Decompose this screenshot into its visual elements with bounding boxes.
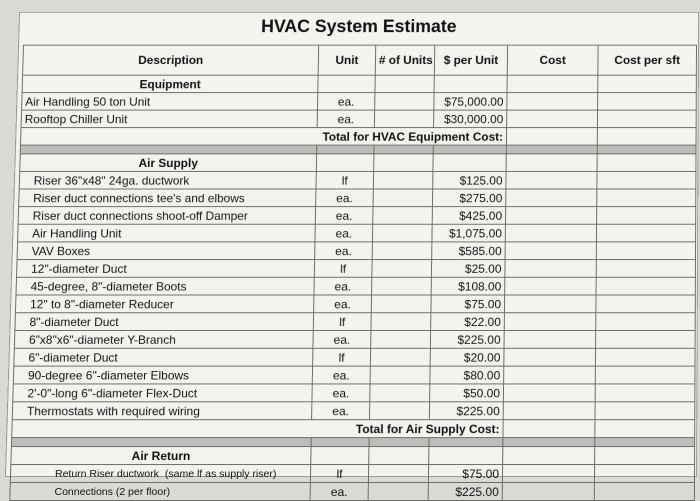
total-cost [503,420,595,438]
air-supply-row [14,348,695,366]
item-num-units [373,189,433,207]
separator-cell [311,438,369,447]
item-cost [506,189,597,207]
item-description [18,207,316,225]
separator-row [11,438,694,447]
item-unit: lf [316,171,374,189]
separator-row [20,145,696,154]
item-description [17,242,315,260]
item-description-text: Return Riser ductwork [54,467,160,480]
header-per-unit: $ per Unit [434,45,507,75]
item-unit: ea. [312,366,370,384]
air-supply-row [19,189,696,207]
air-supply-row [14,330,695,348]
item-cost [504,366,596,384]
item-unit: ea. [316,189,374,207]
air-return-row [10,465,694,483]
item-unit: ea. [315,242,373,260]
item-cost-per-sft [597,110,696,127]
item-unit: ea. [313,330,371,348]
air-return-row [10,482,695,500]
item-price: $75.00 [431,295,505,313]
item-cost-per-sft [596,330,696,348]
empty-cell [374,154,434,172]
item-cost [505,207,596,225]
item-unit: lf [313,313,371,331]
item-unit: ea. [314,295,372,313]
item-cost-per-sft [596,295,695,313]
item-cost-per-sft [596,260,695,278]
item-num-units [372,224,432,242]
item-unit: ea. [315,207,373,225]
estimate-table [9,45,697,501]
section-heading-air-supply: Air Supply [20,154,317,172]
total-air-supply-label: Total for Air Supply Cost: [12,420,504,438]
item-cost-per-sft [595,384,695,402]
air-supply-row [17,260,696,278]
item-cost-per-sft [596,277,695,295]
separator-cell [597,145,696,154]
item-price: $20.00 [430,348,504,366]
empty-cell [503,447,595,465]
item-description-text: Connections (2 per floor) [54,485,171,498]
item-cost [505,260,596,278]
separator-cell [595,438,695,447]
item-unit: ea. [314,277,372,295]
header-row [23,45,697,75]
item-cost [504,330,596,348]
item-cost [504,295,596,313]
item-num-units [372,260,432,278]
item-unit: lf [314,260,372,278]
item-num-units [374,110,433,127]
item-price: $25.00 [431,260,505,278]
header-cost: Cost [507,45,598,75]
item-cost-per-sft [596,313,696,331]
item-description-text: Riser duct connections shoot-off Damper [32,208,248,223]
item-note: (same lf as supply riser) [164,467,277,480]
empty-cell [595,447,695,465]
air-supply-row [15,295,695,313]
item-price: $108.00 [431,277,505,295]
total-row [12,420,695,438]
item-price: $22.00 [431,313,505,331]
air-supply-row [17,242,696,260]
item-price: $75,000.00 [434,93,507,110]
item-description-text: Air Handling Unit [32,226,122,240]
item-description [17,260,315,278]
item-num-units [371,295,431,313]
item-description [15,313,314,331]
separator-cell [20,145,317,154]
item-cost-per-sft [594,465,694,483]
item-description-text: Air Handling 50 ton Unit [25,94,151,109]
item-price: $125.00 [433,171,506,189]
empty-cell [369,447,429,465]
item-price: $30,000.00 [434,110,507,127]
section-heading-air-return: Air Return [11,447,311,465]
item-description [19,189,316,207]
item-num-units [368,482,428,500]
section-heading-row [20,154,696,172]
item-cost [503,402,595,420]
item-cost [502,465,594,483]
separator-cell [374,145,433,154]
item-description [14,348,313,366]
item-description-text: 12"-diameter Duct [30,261,127,276]
header-cost-per-sft: Cost per sft [598,45,697,75]
item-cost-per-sft [598,93,697,110]
item-unit: lf [310,465,368,483]
item-description-text: 2'-0"-long 6"-diameter Flex-Duct [27,385,198,400]
item-num-units [375,93,434,110]
item-description-text: Thermostats with required wiring [26,403,201,418]
item-description [10,465,310,483]
equipment-row [21,110,696,127]
air-supply-row [13,366,695,384]
item-unit: ea. [315,224,373,242]
item-description-text: 45-degree, 8"-diameter Boots [30,279,187,294]
air-supply-row [18,207,696,225]
item-description [12,402,312,420]
total-cost-per-sft [597,128,696,146]
separator-cell [429,438,503,447]
item-price: $225.00 [430,330,504,348]
item-cost-per-sft [596,242,695,260]
item-unit: ea. [317,110,375,127]
empty-cell [311,447,369,465]
item-num-units [372,277,432,295]
air-supply-row [12,402,695,420]
separator-cell [11,438,311,447]
item-description-text: 12" to 8"-diameter Reducer [29,296,174,311]
item-num-units [370,348,430,366]
item-description-text: 8"-diameter Duct [29,314,119,329]
item-unit: ea. [310,482,368,500]
empty-cell [597,154,696,172]
empty-cell [429,447,503,465]
item-num-units [370,366,430,384]
item-price: $585.00 [432,242,506,260]
item-description [19,171,316,189]
empty-cell [316,154,374,172]
header-num-units: # of Units [375,45,435,75]
item-description [15,295,314,313]
item-price: $80.00 [430,366,504,384]
empty-cell [506,154,597,172]
air-supply-row [13,384,695,402]
item-description [14,330,313,348]
item-price: $275.00 [432,189,505,207]
item-cost-per-sft [595,348,695,366]
item-cost-per-sft [597,207,696,225]
item-price: $1,075.00 [432,224,506,242]
item-description-text: 6"-diameter Duct [28,350,118,365]
air-supply-row [19,171,696,189]
item-num-units [371,330,431,348]
header-unit: Unit [318,45,376,75]
item-description [16,277,314,295]
equipment-row [22,93,697,110]
total-equipment-label: Total for HVAC Equipment Cost: [21,128,507,146]
item-description-text: Riser 36"x48" 24ga. ductwork [33,173,190,188]
item-unit: ea. [317,93,374,110]
item-description [13,384,313,402]
item-num-units [371,313,431,331]
item-cost [504,348,596,366]
separator-cell [503,438,595,447]
item-cost-per-sft [596,224,695,242]
item-cost [505,277,597,295]
item-price: $225.00 [428,482,502,500]
item-unit: ea. [312,384,370,402]
total-row [21,128,697,146]
item-cost [503,384,595,402]
item-num-units [368,465,428,483]
item-description [21,110,317,127]
item-num-units [372,242,432,260]
item-description-text: 90-degree 6"-diameter Elbows [27,368,190,382]
item-cost-per-sft [597,189,696,207]
item-description-text: Riser duct connections tee's and elbows [33,190,245,205]
separator-cell [506,145,597,154]
item-cost [507,110,598,127]
item-num-units [373,171,433,189]
item-cost [505,224,596,242]
section-heading-equipment: Equipment [22,75,318,92]
item-description [10,482,311,500]
item-description-text: VAV Boxes [31,243,91,258]
item-description [13,366,312,384]
total-cost-per-sft [595,420,695,438]
item-num-units [370,384,430,402]
total-cost [506,128,597,146]
item-cost-per-sft [595,366,695,384]
item-price: $425.00 [432,207,506,225]
section-heading-row [22,75,696,92]
item-cost [502,482,594,500]
item-cost [507,93,598,110]
item-cost [506,171,597,189]
item-description-text: Rooftop Chiller Unit [24,112,128,126]
item-price: $225.00 [429,402,503,420]
spreadsheet-sheet [6,13,698,499]
item-unit: lf [313,348,371,366]
separator-cell [433,145,506,154]
item-description-text: 6"x8"x6"-diameter Y-Branch [28,332,176,347]
header-description: Description [23,45,319,75]
item-num-units [369,402,429,420]
separator-cell [369,438,429,447]
empty-cell [433,154,506,172]
item-price: $75.00 [428,465,502,483]
item-num-units [373,207,433,225]
item-cost-per-sft [597,171,696,189]
air-supply-row [15,313,695,331]
item-description [22,93,318,110]
air-supply-row [16,277,695,295]
air-supply-row [18,224,696,242]
item-cost [505,242,596,260]
item-price: $50.00 [430,384,504,402]
item-unit: ea. [312,402,370,420]
separator-cell [317,145,374,154]
section-heading-row [11,447,695,465]
item-cost-per-sft [595,402,695,420]
item-description [18,224,316,242]
sheet-title: HVAC System Estimate [260,16,457,36]
item-cost [504,313,596,331]
item-cost-per-sft [594,482,694,500]
